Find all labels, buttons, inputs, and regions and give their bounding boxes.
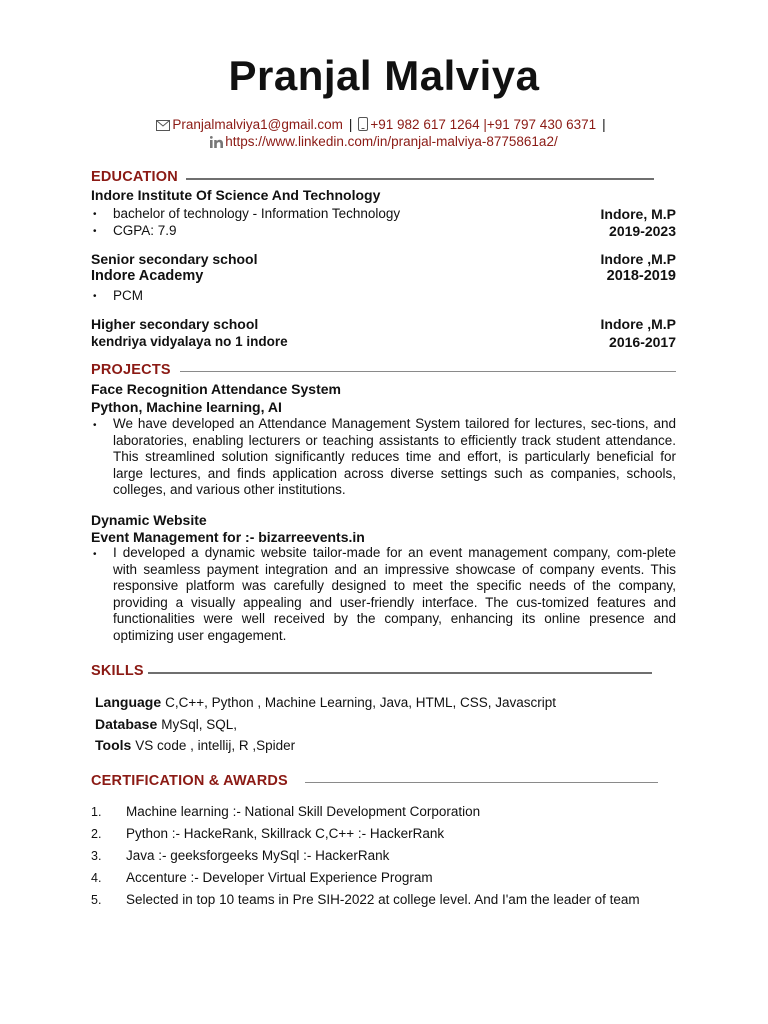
certification-item: Python :- HackeRank, Skillrack C,C++ :- HackerRank xyxy=(126,826,445,841)
list-number: 3. xyxy=(91,849,102,863)
contact-separator: | xyxy=(602,117,606,132)
skills-heading: SKILLS xyxy=(91,663,144,679)
project-title: Face Recognition Attendance System xyxy=(91,381,341,397)
contact-line xyxy=(0,117,768,134)
bullet-marker: • xyxy=(93,549,97,560)
education-location: Indore, M.P xyxy=(600,206,676,222)
certifications-heading: CERTIFICATION & AWARDS xyxy=(91,773,288,789)
skill-row xyxy=(95,694,556,710)
bullet-marker: • xyxy=(93,209,97,220)
education-bullet: PCM xyxy=(113,288,143,303)
education-location: Indore ,M.P xyxy=(600,316,676,332)
list-number: 1. xyxy=(91,805,102,819)
bullet-marker: • xyxy=(93,420,97,431)
list-number: 5. xyxy=(91,893,102,907)
education-bullet: bachelor of technology - Information Technology xyxy=(113,206,401,221)
education-years: 2018-2019 xyxy=(606,268,676,284)
skill-label: Language xyxy=(95,694,162,710)
skill-label: Database xyxy=(95,716,158,732)
project-subtitle: Python, Machine learning, AI xyxy=(91,399,282,415)
education-level: Senior secondary school xyxy=(91,251,258,267)
section-divider xyxy=(305,782,658,783)
section-divider xyxy=(148,672,652,674)
skill-label: Tools xyxy=(95,737,132,753)
skill-value: MySql, SQL, xyxy=(161,717,238,732)
project-description: We have developed an Attendance Management System tailored for lectures, sec-tions, and laboratories, enabling lecturers or teaching assistants to efficiently track student attendance. This streamlined solution significantly reduces time and effort, is particularly beneficial for large lectures, and finds application across diverse settings such as companies, schools, colleges, and various other institutions. xyxy=(113,416,676,497)
skill-value: C,C++, Python , Machine Learning, Java, HTML, CSS, Javascript xyxy=(165,695,557,710)
certification-item: Java :- geeksforgeeks MySql :- HackerRank xyxy=(126,848,390,863)
skill-value: VS code , intellij, R ,Spider xyxy=(135,738,296,753)
education-heading: EDUCATION xyxy=(91,169,178,185)
skill-row xyxy=(95,737,295,753)
linkedin-line xyxy=(0,134,768,151)
projects-heading: PROJECTS xyxy=(91,362,171,378)
education-years: 2016-2017 xyxy=(609,334,676,350)
section-divider xyxy=(186,178,654,180)
email-link[interactable]: Pranjalmalviya1@gmail.com xyxy=(172,117,343,132)
education-location: Indore ,M.P xyxy=(600,251,676,267)
skill-row xyxy=(95,716,237,732)
project-title: Dynamic Website xyxy=(91,512,207,528)
education-institution: Indore Academy xyxy=(91,268,204,284)
list-number: 4. xyxy=(91,871,102,885)
certification-item: Machine learning :- National Skill Development Corporation xyxy=(126,804,481,819)
section-divider xyxy=(180,371,676,372)
project-description: I developed a dynamic website tailor-made for an event management company, com-plete with seamless payment integration and an impressive showcase of company events. This responsive platform was carefully designed to meet the specific needs of the company, providing a visually appealing and user-friendly interface. The cus-tomized features and functionalities were well received by the company, enhancing its online presence and optimizing user engagement. xyxy=(113,545,676,643)
candidate-name: Pranjal Malviya xyxy=(228,52,540,99)
linkedin-icon xyxy=(210,136,223,151)
bullet-marker: • xyxy=(93,226,97,237)
education-institution: Indore Institute Of Science And Technology xyxy=(91,187,381,203)
list-number: 2. xyxy=(91,827,102,841)
phone-icon xyxy=(358,117,368,134)
education-years: 2019-2023 xyxy=(609,223,676,239)
project-subtitle: Event Management for :- bizarreevents.in xyxy=(91,529,365,545)
education-level: Higher secondary school xyxy=(91,316,259,332)
certification-item: Accenture :- Developer Virtual Experience Program xyxy=(126,870,433,885)
certification-item: Selected in top 10 teams in Pre SIH-2022 at college level. And I'am the leader of team xyxy=(126,892,640,907)
phone-numbers[interactable]: +91 982 617 1264 |+91 797 430 6371 xyxy=(370,117,597,132)
bullet-marker: • xyxy=(93,291,97,302)
email-icon xyxy=(156,119,170,134)
contact-separator: | xyxy=(348,117,353,132)
education-institution: kendriya vidyalaya no 1 indore xyxy=(91,334,288,349)
linkedin-link[interactable]: https://www.linkedin.com/in/pranjal-malviya-8775861a2/ xyxy=(225,134,558,149)
education-bullet: CGPA: 7.9 xyxy=(113,223,177,238)
